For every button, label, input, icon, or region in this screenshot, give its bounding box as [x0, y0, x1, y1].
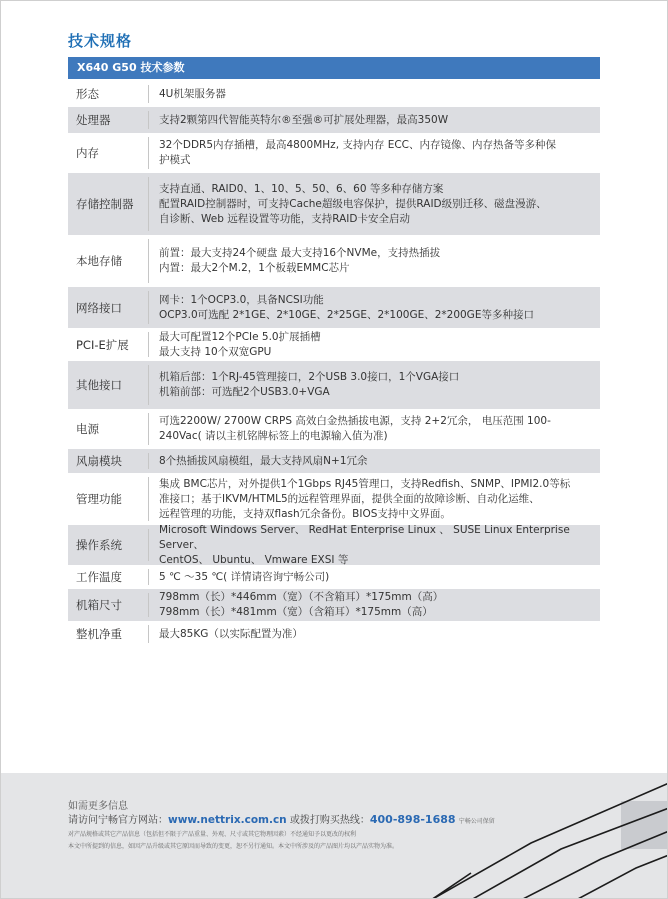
footer — [1, 773, 668, 899]
footer-note-1: 对产品规格或其它产品信息（包括但不限于产品重量、外观、尺寸或其它物理因素）不经通知予以更改的权利 — [68, 831, 357, 838]
spec-value — [159, 235, 592, 287]
spec-value-line: Microsoft Windows Server、 RedHat Enterprise Linux 、 SUSE Linux Enterprise Server、 — [159, 523, 570, 551]
spec-value — [159, 107, 592, 133]
spec-label: 风扇模块 — [76, 454, 122, 468]
spec-label: 工作温度 — [76, 570, 122, 584]
spec-row — [68, 621, 600, 647]
spec-value-line: 机箱前部：可选配2个USB3.0+VGA — [159, 386, 330, 398]
spec-divider — [148, 593, 149, 617]
spec-label: 存储控制器 — [76, 197, 134, 211]
spec-value-line: 4U机架服务器 — [159, 87, 226, 100]
footer-note-2: 本文中所提到的信息，如因产品升级或其它原因而导致的变更，恕不另行通知。本文中所涉及的产品图片均以产品实物为准。 — [68, 843, 399, 850]
spec-label: 管理功能 — [76, 492, 122, 506]
spec-value-line: 8个热插拔风扇模组，最大支持风扇N+1冗余 — [159, 454, 368, 467]
spec-value-line: OCP3.0可选配 2*1GE、2*10GE、2*25GE、2*100GE、2*200GE等多种接口 — [159, 308, 534, 321]
spec-value — [159, 361, 592, 409]
spec-value-line: 配置RAID控制器时，可支持Cache超级电容保护，提供RAID级别迁移、磁盘漫游、 — [159, 197, 547, 210]
spec-value — [159, 81, 592, 107]
spec-row — [68, 565, 600, 589]
spec-row — [68, 589, 600, 621]
spec-divider — [148, 625, 149, 643]
spec-divider — [148, 365, 149, 405]
spec-label: PCI-E扩展 — [76, 337, 129, 352]
spec-value-line: 798mm（长）*481mm（宽）（含箱耳）*175mm（高） — [159, 606, 433, 618]
spec-divider — [148, 529, 149, 561]
spec-value-line: 集成 BMC芯片，对外提供1个1Gbps RJ45管理口，支持Redfish、SNMP、IPMI2.0等标 — [159, 477, 571, 490]
more-info-heading: 如需更多信息 — [68, 801, 128, 812]
spec-value-line: CentOS、 Ubuntu、 Vmware EXSI 等 — [159, 553, 349, 566]
spec-label: 操作系统 — [76, 538, 122, 552]
spec-value — [159, 328, 592, 361]
spec-label: 形态 — [76, 87, 99, 101]
spec-label: 整机净重 — [76, 627, 122, 641]
spec-divider — [148, 413, 149, 445]
hotline-number[interactable]: 400-898-1688 — [369, 813, 456, 826]
spec-value — [159, 473, 592, 525]
spec-value-line: 准接口；基于IKVM/HTML5的远程管理界面，提供全面的故障诊断、自动化运维、 — [159, 492, 540, 505]
spec-value-line: 最大85KG（以实际配置为准） — [159, 627, 303, 640]
spec-row — [68, 235, 600, 287]
spec-value — [159, 409, 592, 449]
spec-row — [68, 107, 600, 133]
website-link[interactable]: www.nettrix.com.cn — [168, 814, 287, 826]
spec-label: 机箱尺寸 — [76, 598, 122, 612]
spec-value — [159, 133, 592, 173]
spec-label: 其他接口 — [76, 378, 122, 392]
spec-row — [68, 525, 600, 565]
spec-divider — [148, 85, 149, 103]
spec-value-line: 最大支持 10个双宽GPU — [159, 345, 272, 358]
spec-value-line: 护模式 — [159, 154, 191, 166]
spec-row — [68, 81, 600, 107]
spec-table-header: X640 G50 技术参数 — [68, 57, 600, 79]
spec-value — [159, 589, 592, 621]
spec-value-line: 32个DDR5内存插槽，最高4800MHz, 支持内存 ECC、内存镜像、内存热备等多种保 — [159, 139, 557, 151]
copyright-note: 宁畅公司保留 — [458, 818, 495, 825]
spec-value-line: 240Vac( 请以主机铭牌标签上的电源输入值为准) — [159, 430, 388, 442]
spec-divider — [148, 477, 149, 521]
spec-divider — [148, 137, 149, 169]
spec-row — [68, 133, 600, 173]
spec-value-line: 最大可配置12个PCIe 5.0扩展插槽 — [159, 330, 321, 343]
spec-row — [68, 173, 600, 235]
spec-divider — [148, 453, 149, 469]
spec-value-line: 支持直通、RAID0、1、10、5、50、6、60 等多种存储方案 — [159, 182, 444, 195]
spec-value-line: 自诊断、Web 远程设置等功能，支持RAID卡安全启动 — [159, 212, 410, 225]
spec-row — [68, 287, 600, 328]
spec-divider — [148, 291, 149, 324]
spec-divider — [148, 332, 149, 357]
spec-divider — [148, 177, 149, 231]
spec-row — [68, 473, 600, 525]
spec-value-line: 机箱后部：1个RJ-45管理接口，2个USB 3.0接口，1个VGA接口 — [159, 371, 460, 383]
spec-label: 本地存储 — [76, 254, 122, 268]
spec-row — [68, 361, 600, 409]
spec-value-line: 远程管理的功能，支持双flash冗余备份。BIOS支持中文界面。 — [159, 507, 451, 520]
hotline-prefix: 或拨打购买热线： — [286, 815, 370, 826]
spec-row — [68, 409, 600, 449]
spec-value-line: 798mm（长）*446mm（宽）（不含箱耳）*175mm（高） — [159, 591, 444, 603]
decorative-lines-graphic — [411, 773, 668, 899]
spec-value — [159, 621, 592, 647]
spec-table — [68, 81, 600, 647]
spec-value-line: 支持2颗第四代智能英特尔®至强®可扩展处理器，最高350W — [159, 113, 449, 126]
spec-value — [159, 449, 592, 473]
spec-value — [159, 565, 592, 589]
spec-label: 网络接口 — [76, 300, 122, 315]
spec-value-line: 可选2200W/ 2700W CRPS 高效白金热插拔电源，支持 2+2冗余， 电压范围 100- — [159, 415, 551, 427]
spec-value — [159, 173, 592, 235]
visit-prefix: 请访问宁畅官方网站： — [68, 815, 168, 826]
spec-value-line: 前置：最大支持24个硬盘 最大支持16个NVMe，支持热插拔 — [159, 247, 441, 259]
spec-divider — [148, 569, 149, 585]
spec-divider — [148, 111, 149, 129]
spec-value — [159, 525, 592, 565]
spec-row — [68, 449, 600, 473]
spec-label: 处理器 — [76, 113, 111, 127]
spec-value — [159, 287, 592, 328]
spec-divider — [148, 239, 149, 283]
spec-label: 电源 — [76, 422, 99, 436]
spec-value-line: 网卡：1个OCP3.0，具备NCSI功能 — [159, 293, 324, 306]
spec-row — [68, 328, 600, 361]
section-title: 技术规格 — [68, 32, 133, 50]
spec-value-line: 内置：最大2个M.2，1个板载EMMC芯片 — [159, 262, 350, 274]
spec-value-line: 5 ℃ ～35 ℃( 详情请咨询宁畅公司) — [159, 570, 330, 583]
spec-label: 内存 — [76, 146, 99, 160]
